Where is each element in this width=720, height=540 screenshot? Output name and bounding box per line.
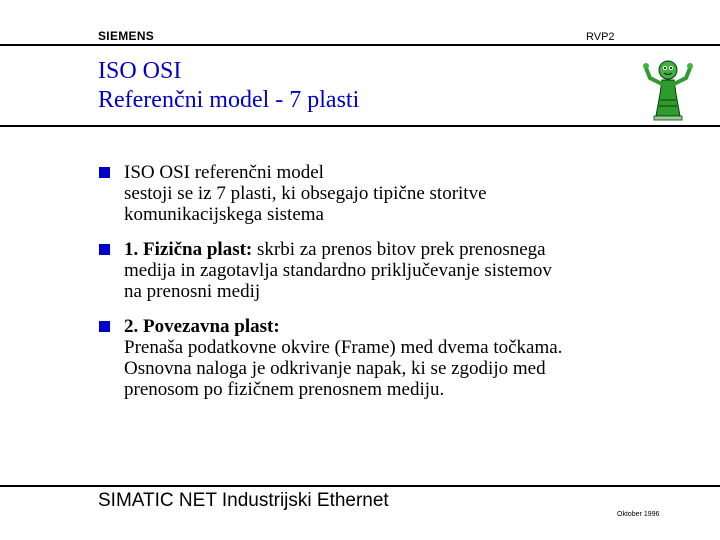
footer-divider	[0, 485, 720, 487]
bullet-text-line: Prenaša podatkovne okvire (Frame) med dvema točkama.	[124, 337, 563, 358]
header-divider	[0, 125, 720, 127]
top-rule	[0, 44, 720, 46]
bullet-item	[98, 316, 698, 400]
bullet-text-line: prenosom po fizičnem prenosnem mediju.	[124, 379, 445, 400]
slide-title-line-2: Referenčni model - 7 plasti	[98, 87, 360, 113]
bullet-text-line: medija in zagotavlja standardno priključevanje sistemov	[124, 260, 552, 281]
slide-title-line-1: ISO OSI	[98, 58, 182, 84]
bottle-mascot-icon	[640, 50, 696, 122]
slide-code: RVP2	[586, 31, 615, 43]
bullet-heading: 1. Fizična plast:	[124, 239, 253, 260]
siemens-logo: SIEMENS	[98, 29, 155, 43]
bullet-text-rest: skrbi za prenos bitov prek prenosnega	[252, 239, 546, 260]
square-bullet-icon	[99, 244, 110, 255]
bullet-text-line: na prenosni medij	[124, 281, 261, 302]
bullet-first-line	[124, 239, 698, 260]
bullet-text-line: komunikacijskega sistema	[124, 204, 324, 225]
bullet-item	[98, 162, 698, 225]
square-bullet-icon	[99, 321, 110, 332]
bullet-item	[98, 239, 698, 302]
bullet-text-line: Osnovna naloga je odkrivanje napak, ki se zgodijo med	[124, 358, 546, 379]
bullet-heading: ISO OSI referenčni model	[124, 162, 324, 183]
bullet-list	[98, 162, 698, 414]
bullet-heading: 2. Povezavna plast:	[124, 316, 280, 337]
footer-date: Oktober 1996	[617, 511, 660, 518]
square-bullet-icon	[99, 167, 110, 178]
footer-product: SIMATIC NET Industrijski Ethernet	[98, 490, 389, 511]
bullet-text-line: sestoji se iz 7 plasti, ki obsegajo tipične storitve	[124, 183, 487, 204]
